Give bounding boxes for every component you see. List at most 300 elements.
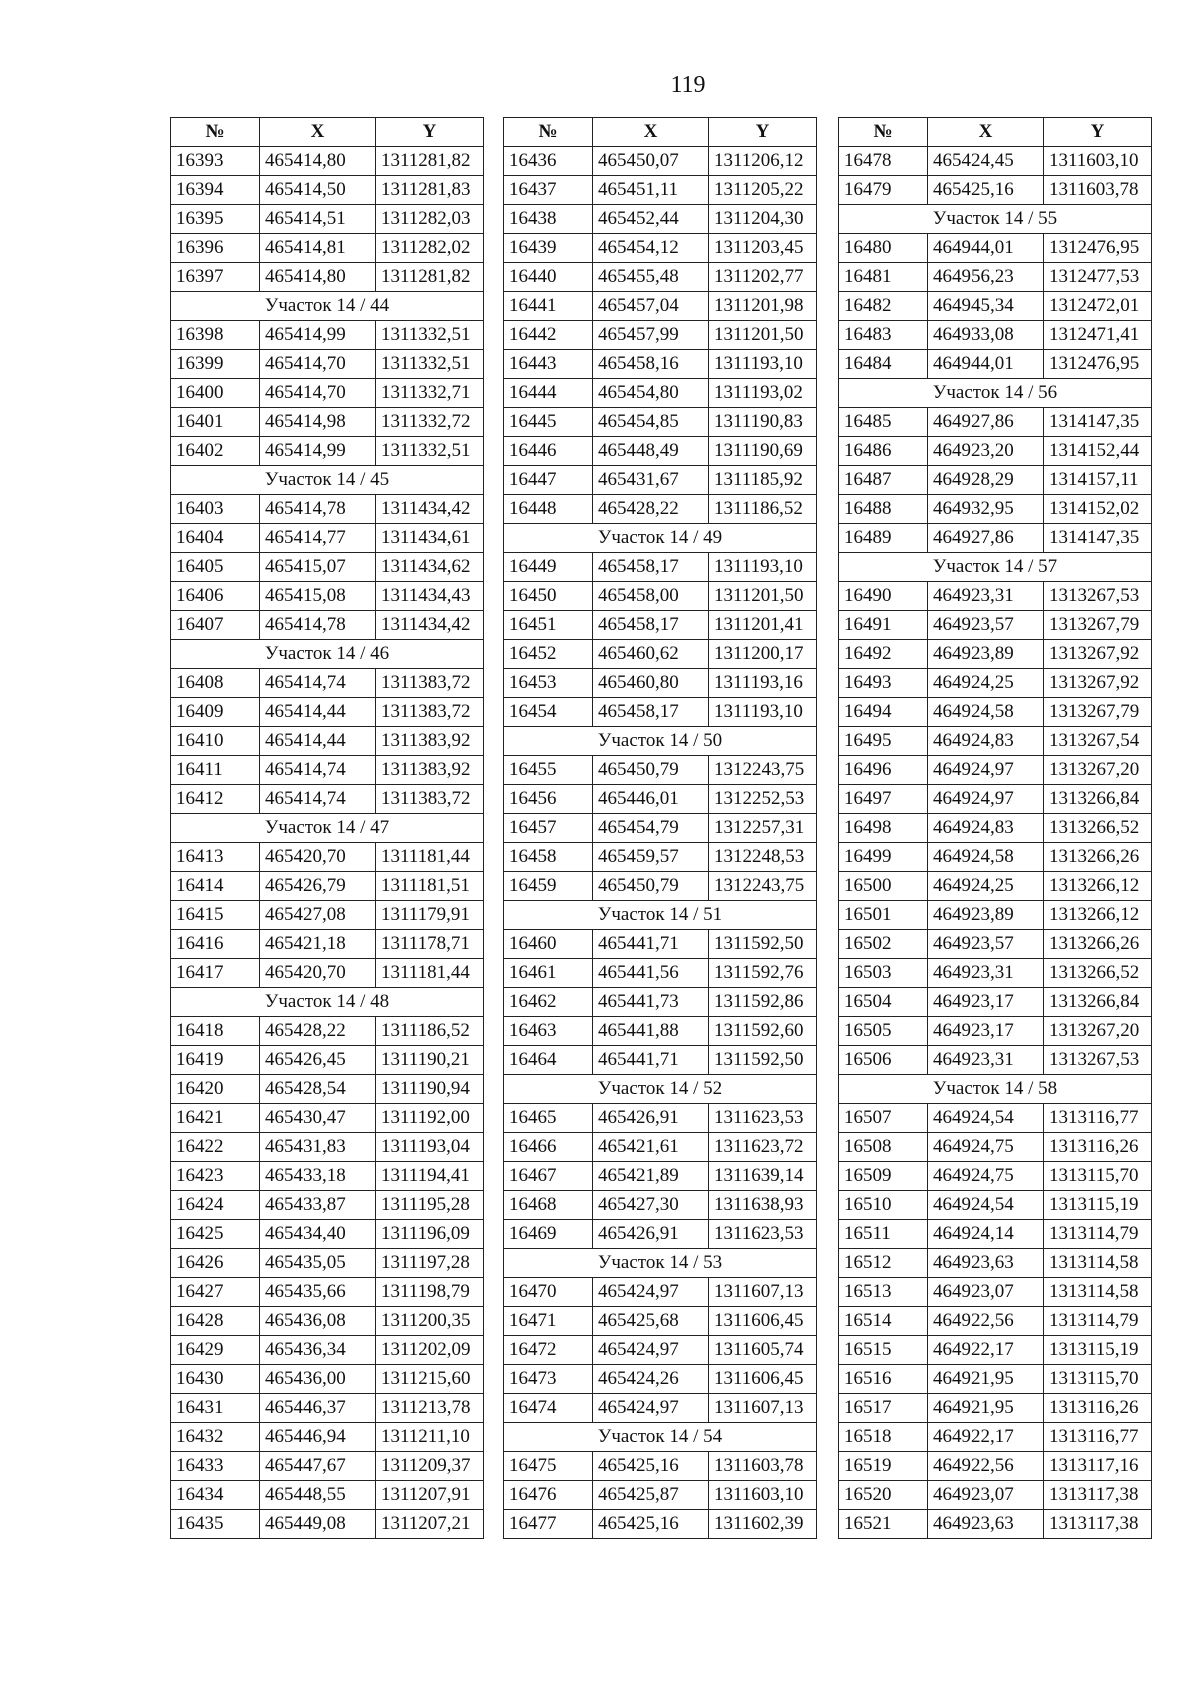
point-number: 16465 [504,1104,593,1133]
x-coordinate: 464923,89 [928,901,1044,930]
y-coordinate: 1311603,10 [1044,147,1152,176]
table-row [504,292,817,321]
x-coordinate: 465460,80 [593,669,709,698]
point-number: 16477 [504,1510,593,1539]
section-row [171,814,484,843]
x-coordinate: 465414,70 [260,379,376,408]
table-row [504,1017,817,1046]
point-number: 16511 [839,1220,928,1249]
x-coordinate: 465430,47 [260,1104,376,1133]
point-number: 16447 [504,466,593,495]
table-row [171,205,484,234]
table-row [839,814,1152,843]
y-coordinate: 1313267,92 [1044,640,1152,669]
y-coordinate: 1311592,76 [709,959,817,988]
point-number: 16424 [171,1191,260,1220]
y-coordinate: 1311282,03 [376,205,484,234]
y-coordinate: 1311193,16 [709,669,817,698]
y-coordinate: 1313115,19 [1044,1336,1152,1365]
point-number: 16429 [171,1336,260,1365]
x-coordinate: 465431,67 [593,466,709,495]
point-number: 16488 [839,495,928,524]
point-number: 16438 [504,205,593,234]
table-row [839,785,1152,814]
y-coordinate: 1314157,11 [1044,466,1152,495]
coordinates-table-1 [170,117,484,1539]
y-coordinate: 1313267,79 [1044,611,1152,640]
y-coordinate: 1314147,35 [1044,524,1152,553]
point-number: 16454 [504,698,593,727]
table-row [504,437,817,466]
y-coordinate: 1313266,52 [1044,814,1152,843]
point-number: 16466 [504,1133,593,1162]
section-row [171,988,484,1017]
point-number: 16475 [504,1452,593,1481]
section-title: Участок 14 / 56 [839,379,1152,408]
table-row [171,1278,484,1307]
x-coordinate: 464944,01 [928,350,1044,379]
x-coordinate: 465414,99 [260,321,376,350]
table-row [171,437,484,466]
point-number: 16479 [839,176,928,205]
point-number: 16498 [839,814,928,843]
x-coordinate: 465460,62 [593,640,709,669]
point-number: 16482 [839,292,928,321]
table-row [839,1017,1152,1046]
x-coordinate: 465414,74 [260,785,376,814]
table-row [504,930,817,959]
x-coordinate: 464932,95 [928,495,1044,524]
table-row [839,1278,1152,1307]
point-number: 16484 [839,350,928,379]
x-coordinate: 465414,77 [260,524,376,553]
y-coordinate: 1313266,52 [1044,959,1152,988]
table-row [171,872,484,901]
header-number: № [839,118,928,147]
x-coordinate: 465459,57 [593,843,709,872]
point-number: 16434 [171,1481,260,1510]
point-number: 16408 [171,669,260,698]
point-number: 16449 [504,553,593,582]
point-number: 16423 [171,1162,260,1191]
y-coordinate: 1313267,53 [1044,1046,1152,1075]
x-coordinate: 465424,97 [593,1336,709,1365]
point-number: 16409 [171,698,260,727]
section-row [839,379,1152,408]
x-coordinate: 465425,87 [593,1481,709,1510]
table-row [171,321,484,350]
y-coordinate: 1311332,72 [376,408,484,437]
y-coordinate: 1311190,94 [376,1075,484,1104]
point-number: 16415 [171,901,260,930]
table-row [839,176,1152,205]
table-row [504,814,817,843]
section-row [504,901,817,930]
x-coordinate: 465424,97 [593,1394,709,1423]
point-number: 16467 [504,1162,593,1191]
point-number: 16445 [504,408,593,437]
y-coordinate: 1311186,52 [709,495,817,524]
table-row [504,669,817,698]
table-row [504,1307,817,1336]
point-number: 16483 [839,321,928,350]
table-row [171,901,484,930]
x-coordinate: 464924,54 [928,1191,1044,1220]
table-row [171,1365,484,1394]
x-coordinate: 465458,16 [593,350,709,379]
x-coordinate: 464923,07 [928,1481,1044,1510]
x-coordinate: 465450,79 [593,756,709,785]
x-coordinate: 465414,74 [260,756,376,785]
header-row [839,118,1152,147]
x-coordinate: 464921,95 [928,1394,1044,1423]
y-coordinate: 1311434,42 [376,611,484,640]
table-row [171,1046,484,1075]
x-coordinate: 465435,05 [260,1249,376,1278]
y-coordinate: 1311603,10 [709,1481,817,1510]
y-coordinate: 1311209,37 [376,1452,484,1481]
y-coordinate: 1314152,02 [1044,495,1152,524]
table-row [504,1220,817,1249]
x-coordinate: 465426,79 [260,872,376,901]
y-coordinate: 1311638,93 [709,1191,817,1220]
y-coordinate: 1314147,35 [1044,408,1152,437]
x-coordinate: 465414,99 [260,437,376,466]
section-row [504,1423,817,1452]
x-coordinate: 465451,11 [593,176,709,205]
x-coordinate: 465425,16 [593,1452,709,1481]
x-coordinate: 465454,12 [593,234,709,263]
x-coordinate: 464923,63 [928,1249,1044,1278]
table-row [839,1162,1152,1191]
y-coordinate: 1311185,92 [709,466,817,495]
x-coordinate: 465428,22 [593,495,709,524]
point-number: 16451 [504,611,593,640]
point-number: 16395 [171,205,260,234]
x-coordinate: 464922,17 [928,1423,1044,1452]
point-number: 16401 [171,408,260,437]
point-number: 16452 [504,640,593,669]
x-coordinate: 465458,00 [593,582,709,611]
table-row [171,1220,484,1249]
table-row [504,582,817,611]
table-row [171,553,484,582]
x-coordinate: 465436,08 [260,1307,376,1336]
y-coordinate: 1313266,12 [1044,872,1152,901]
point-number: 16514 [839,1307,928,1336]
x-coordinate: 465421,61 [593,1133,709,1162]
table-row [171,495,484,524]
y-coordinate: 1311383,92 [376,727,484,756]
x-coordinate: 465414,80 [260,263,376,292]
table-row [504,785,817,814]
y-coordinate: 1311201,50 [709,321,817,350]
table-row [504,205,817,234]
x-coordinate: 465457,99 [593,321,709,350]
x-coordinate: 465428,22 [260,1017,376,1046]
y-coordinate: 1311193,10 [709,553,817,582]
point-number: 16418 [171,1017,260,1046]
y-coordinate: 1312257,31 [709,814,817,843]
table-row [839,263,1152,292]
x-coordinate: 465421,89 [593,1162,709,1191]
table-row [839,408,1152,437]
y-coordinate: 1313114,58 [1044,1249,1152,1278]
point-number: 16515 [839,1336,928,1365]
table-row [171,408,484,437]
y-coordinate: 1311201,41 [709,611,817,640]
x-coordinate: 465433,18 [260,1162,376,1191]
table-row [839,901,1152,930]
point-number: 16405 [171,553,260,582]
point-number: 16435 [171,1510,260,1539]
x-coordinate: 465452,44 [593,205,709,234]
section-row [504,1075,817,1104]
section-title: Участок 14 / 50 [504,727,817,756]
point-number: 16407 [171,611,260,640]
point-number: 16464 [504,1046,593,1075]
point-number: 16476 [504,1481,593,1510]
point-number: 16399 [171,350,260,379]
table-row [839,1307,1152,1336]
table-row [171,1394,484,1423]
y-coordinate: 1313117,38 [1044,1481,1152,1510]
x-coordinate: 465454,85 [593,408,709,437]
point-number: 16458 [504,843,593,872]
y-coordinate: 1311207,91 [376,1481,484,1510]
table-row [171,727,484,756]
y-coordinate: 1311383,72 [376,785,484,814]
point-number: 16487 [839,466,928,495]
x-coordinate: 464923,20 [928,437,1044,466]
point-number: 16521 [839,1510,928,1539]
y-coordinate: 1313115,70 [1044,1365,1152,1394]
y-coordinate: 1311181,44 [376,959,484,988]
x-coordinate: 465425,16 [593,1510,709,1539]
x-coordinate: 464928,29 [928,466,1044,495]
x-coordinate: 465414,80 [260,147,376,176]
point-number: 16480 [839,234,928,263]
y-coordinate: 1313114,79 [1044,1220,1152,1249]
x-coordinate: 464923,57 [928,611,1044,640]
section-title: Участок 14 / 51 [504,901,817,930]
table-row [171,379,484,408]
y-coordinate: 1311281,82 [376,263,484,292]
y-coordinate: 1311383,92 [376,756,484,785]
x-coordinate: 465436,00 [260,1365,376,1394]
x-coordinate: 465446,01 [593,785,709,814]
x-coordinate: 465450,07 [593,147,709,176]
section-title: Участок 14 / 47 [171,814,484,843]
table-row [839,640,1152,669]
table-row [171,1104,484,1133]
section-title: Участок 14 / 58 [839,1075,1152,1104]
x-coordinate: 465441,56 [593,959,709,988]
table-row [171,611,484,640]
x-coordinate: 464924,83 [928,727,1044,756]
table-row [504,495,817,524]
x-coordinate: 464927,86 [928,524,1044,553]
section-title: Участок 14 / 49 [504,524,817,553]
x-coordinate: 464933,08 [928,321,1044,350]
y-coordinate: 1313117,16 [1044,1452,1152,1481]
x-coordinate: 465425,16 [928,176,1044,205]
table-row [504,1133,817,1162]
y-coordinate: 1311178,71 [376,930,484,959]
point-number: 16417 [171,959,260,988]
y-coordinate: 1311181,44 [376,843,484,872]
table-row [504,959,817,988]
section-row [171,292,484,321]
y-coordinate: 1313266,12 [1044,901,1152,930]
point-number: 16472 [504,1336,593,1365]
table-row [839,698,1152,727]
x-coordinate: 465414,50 [260,176,376,205]
point-number: 16397 [171,263,260,292]
table-row [839,959,1152,988]
table-row [504,379,817,408]
x-coordinate: 464923,31 [928,1046,1044,1075]
y-coordinate: 1311202,77 [709,263,817,292]
y-coordinate: 1312477,53 [1044,263,1152,292]
x-coordinate: 465441,71 [593,1046,709,1075]
point-number: 16512 [839,1249,928,1278]
section-title: Участок 14 / 44 [171,292,484,321]
y-coordinate: 1311195,28 [376,1191,484,1220]
x-coordinate: 465454,79 [593,814,709,843]
table-row [839,350,1152,379]
table-row [504,756,817,785]
table-row [839,495,1152,524]
y-coordinate: 1311639,14 [709,1162,817,1191]
coordinates-table-3 [838,117,1152,1539]
point-number: 16393 [171,147,260,176]
y-coordinate: 1311211,10 [376,1423,484,1452]
point-number: 16427 [171,1278,260,1307]
point-number: 16422 [171,1133,260,1162]
header-x: X [928,118,1044,147]
y-coordinate: 1311193,04 [376,1133,484,1162]
y-coordinate: 1311201,98 [709,292,817,321]
point-number: 16416 [171,930,260,959]
y-coordinate: 1313116,26 [1044,1133,1152,1162]
section-row [839,553,1152,582]
point-number: 16520 [839,1481,928,1510]
point-number: 16516 [839,1365,928,1394]
header-x: X [260,118,376,147]
table-row [504,321,817,350]
table-row [171,1075,484,1104]
y-coordinate: 1312471,41 [1044,321,1152,350]
table-row [504,640,817,669]
point-number: 16448 [504,495,593,524]
point-number: 16491 [839,611,928,640]
table-row [171,785,484,814]
table-row [839,930,1152,959]
point-number: 16436 [504,147,593,176]
point-number: 16450 [504,582,593,611]
x-coordinate: 465420,70 [260,843,376,872]
table-row [504,872,817,901]
y-coordinate: 1311623,53 [709,1104,817,1133]
x-coordinate: 465458,17 [593,611,709,640]
y-coordinate: 1311592,50 [709,930,817,959]
table-row [839,1510,1152,1539]
point-number: 16446 [504,437,593,466]
y-coordinate: 1313117,38 [1044,1510,1152,1539]
x-coordinate: 464922,17 [928,1336,1044,1365]
y-coordinate: 1313267,20 [1044,1017,1152,1046]
x-coordinate: 464924,25 [928,872,1044,901]
point-number: 16485 [839,408,928,437]
x-coordinate: 464956,23 [928,263,1044,292]
x-coordinate: 465427,30 [593,1191,709,1220]
point-number: 16501 [839,901,928,930]
y-coordinate: 1311434,42 [376,495,484,524]
x-coordinate: 464922,56 [928,1452,1044,1481]
point-number: 16500 [839,872,928,901]
y-coordinate: 1311605,74 [709,1336,817,1365]
table-row [171,350,484,379]
y-coordinate: 1311332,71 [376,379,484,408]
header-number: № [504,118,593,147]
y-coordinate: 1311623,53 [709,1220,817,1249]
x-coordinate: 464944,01 [928,234,1044,263]
x-coordinate: 465457,04 [593,292,709,321]
table-row [504,1452,817,1481]
y-coordinate: 1313267,92 [1044,669,1152,698]
point-number: 16478 [839,147,928,176]
x-coordinate: 465414,78 [260,495,376,524]
y-coordinate: 1311592,50 [709,1046,817,1075]
table-row [839,727,1152,756]
x-coordinate: 465424,26 [593,1365,709,1394]
table-row [504,263,817,292]
y-coordinate: 1311200,35 [376,1307,484,1336]
table-row [504,350,817,379]
y-coordinate: 1313115,70 [1044,1162,1152,1191]
section-row [171,466,484,495]
y-coordinate: 1312243,75 [709,756,817,785]
table-row [839,988,1152,1017]
y-coordinate: 1311623,72 [709,1133,817,1162]
x-coordinate: 465431,83 [260,1133,376,1162]
table-row [504,234,817,263]
x-coordinate: 464924,83 [928,814,1044,843]
y-coordinate: 1311332,51 [376,350,484,379]
table-row [171,524,484,553]
table-row [504,147,817,176]
point-number: 16473 [504,1365,593,1394]
x-coordinate: 465446,94 [260,1423,376,1452]
x-coordinate: 464924,14 [928,1220,1044,1249]
table-row [839,1394,1152,1423]
x-coordinate: 465414,81 [260,234,376,263]
table-row [839,524,1152,553]
x-coordinate: 464923,17 [928,988,1044,1017]
point-number: 16474 [504,1394,593,1423]
table-row [839,611,1152,640]
y-coordinate: 1313267,20 [1044,756,1152,785]
x-coordinate: 464924,58 [928,843,1044,872]
point-number: 16497 [839,785,928,814]
table-row [171,234,484,263]
x-coordinate: 465414,70 [260,350,376,379]
table-row [171,263,484,292]
table-row [171,1249,484,1278]
x-coordinate: 465458,17 [593,698,709,727]
y-coordinate: 1311592,86 [709,988,817,1017]
